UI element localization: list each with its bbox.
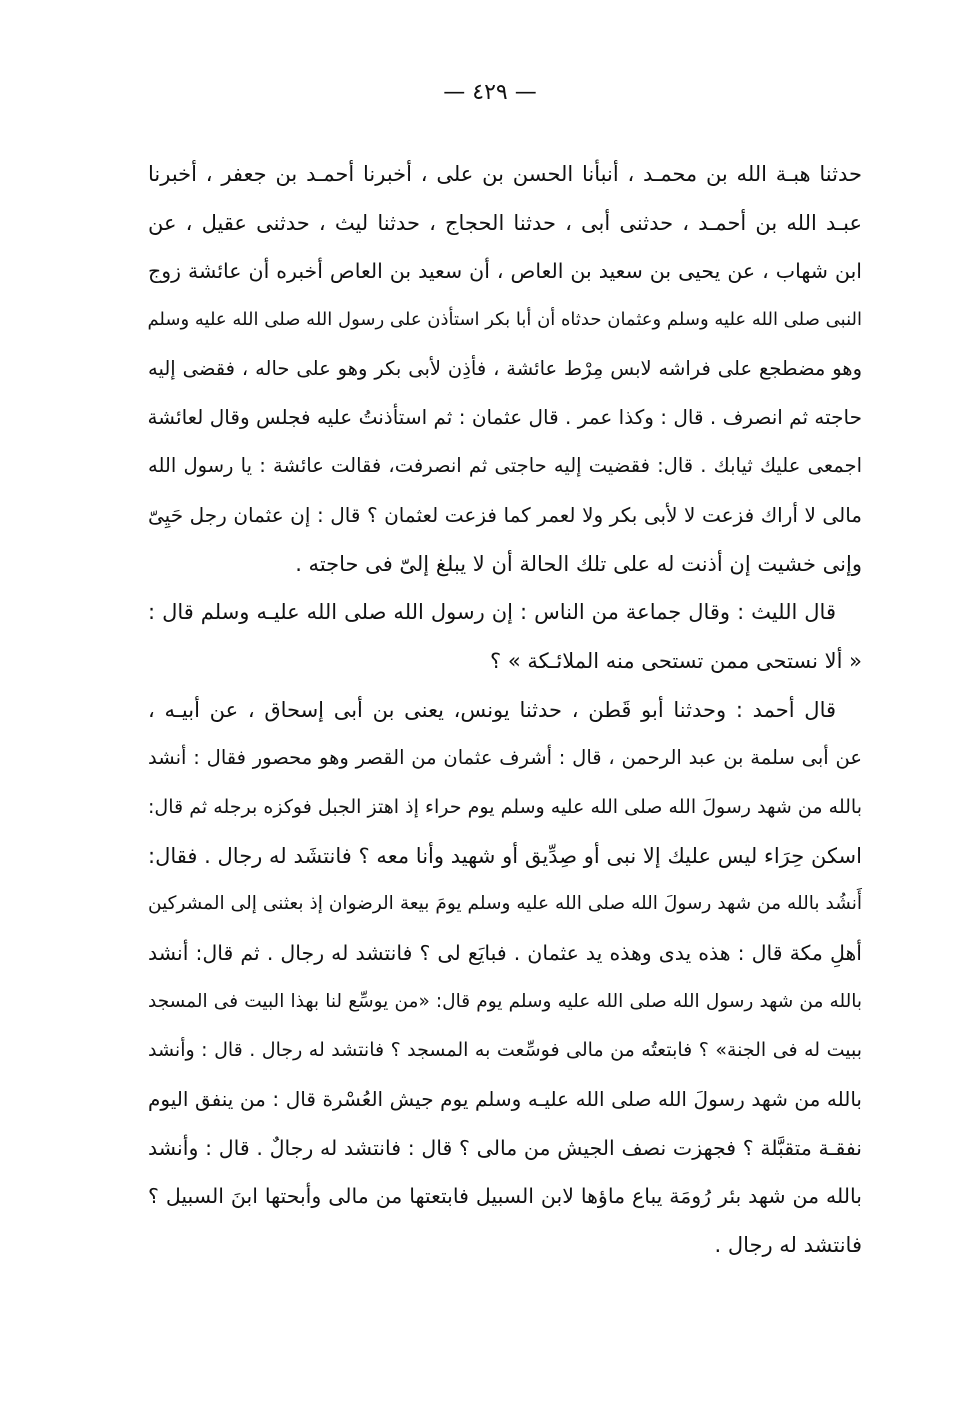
text-line: قال أحمد : وحدثنا أبو قَطن ، حدثنا يونس، يعنى بن أبى إسحاق ، عن أبيـه ،	[148, 697, 836, 722]
text-line: اسكن حِرَاء ليس عليك إلا نبى أو صِدِّيق أو شهيد وأنا معه ؟ فانتشَد له رجال . فقال:	[148, 843, 862, 868]
page-number: — ٤٢٩ —	[443, 80, 537, 105]
text-line: بالله من شهد بئر رُومَة يباع ماؤها لابن السبيل فابتعتها من مالى وأبحتها ابنَ السبيل ؟	[148, 1184, 862, 1209]
text-line: حاجته ثم انصرف . قال : وكذا عمر . قال عثمان : ثم استأذنتُ عليه فجلس وقال لعائشة	[147, 405, 862, 430]
text-line: « ألا نستحى ممن تستحى منه الملائـكة » ؟	[490, 648, 862, 673]
body-text	[148, 150, 862, 1270]
text-line: وهو مضطجع على فراشه لابس مِرْط عائشة ، فأذِن لأبى بكر وهو على حاله ، فقضى إليه	[148, 356, 862, 380]
text-line: ببيت له فى الجنة» ؟ فابتعتُه من مالى فوسِّعت به المسجد ؟ فانتشد له رجال . قال : وأنشد	[148, 1039, 862, 1062]
text-line: قال الليث : وقال جماعة من الناس : إن رسول الله صلى الله عليـه وسلم قال :	[148, 600, 836, 625]
text-line: نفقـة متقبَّلة ؟ فجهزت نصف الجيش من مالى ؟ قال : فانتشد له رجالٌ . قال : وأنشد	[148, 1135, 862, 1160]
text-line: ابن شهاب ، عن يحيى بن سعيد بن العاص ، أن سعيد بن العاص أخبره أن عائشة زوج	[148, 259, 862, 284]
text-line: بالله من شهد رسولَ الله صلى الله عليه وسلم يوم حراء إذ اهتز الجبل فوكزه برجله ثم قال:	[148, 795, 862, 818]
text-line: النبى صلى الله عليه وسلم وعثمان حدثاه أن أبا بكر استأذن على رسول الله صلى الله عليه وسلم	[147, 309, 862, 331]
text-line: اجمعى عليك ثيابك . قال: فقضيت إليه حاجتى ثم انصرفت، فقالت عائشة : يا رسول الله	[148, 454, 862, 478]
text-line: فانتشد له رجال .	[714, 1233, 862, 1258]
text-line: حدثنا هبـة الله بن محمـد ، أنبأنا الحسن بن على ، أخبرنا أحمـد بن جعفر ، أخبرنا	[148, 162, 862, 186]
text-line: بالله من شهد رسول الله صلى الله عليه وسلم يوم قال: «من يوسِّع لنا بهذا البيت فى المسجد	[148, 990, 862, 1012]
text-line: بالله من شهد رسولَ الله صلى الله عليـه وسلم يوم جيش العُسْرة قال : من ينفق اليوم	[148, 1087, 862, 1112]
text-line: وإنى خشيت إن أذنت له على تلك الحالة أن لا يبلغ إلىّ فى حاجته .	[295, 551, 862, 576]
text-line: عن أبى سلمة بن عبد الرحمن ، قال : أشرف عثمان من القصر وهو محصور فقال : أنشد	[148, 746, 862, 770]
text-line: مالى لا أراك فزعت لا لأبى بكر ولا لعمر كما فزعت لعثمان ؟ قال : إن عثمان رجل حَيِىّ	[148, 502, 862, 527]
text-line: عبـد الله بن أحمـد ، حدثنى أبى ، حدثنا الحجاج ، حدثنا ليث ، حدثنى عقيل ، عن	[148, 210, 862, 235]
text-line: أهلِ مكة قال : هذه يدى وهذه يد عثمان . فبايَع لى ؟ فانتشد له رجال . ثم قال: أنشد	[148, 941, 862, 965]
text-line: أَنشُد بالله من شهد رسولَ الله صلى الله عليه وسلم يومَ بيعة الرضوان إذ بعثنى إلى المشركين	[148, 893, 862, 915]
